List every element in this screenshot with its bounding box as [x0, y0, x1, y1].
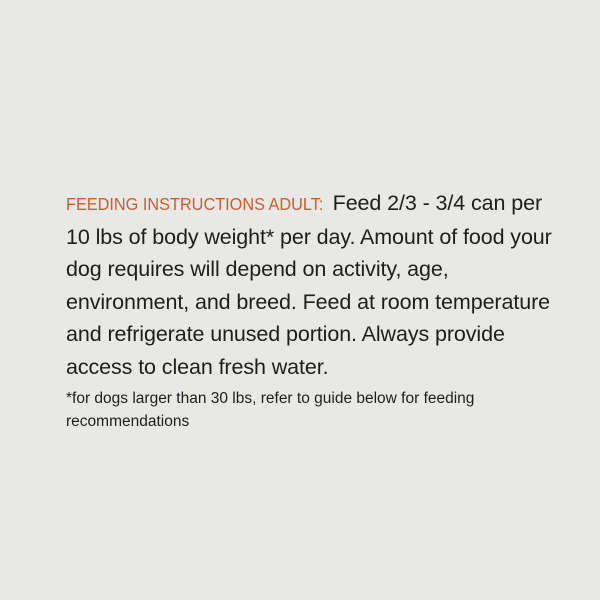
feeding-instructions-text — [66, 187, 566, 383]
feeding-instructions-panel — [66, 187, 566, 433]
feeding-instructions-heading: FEEDING INSTRUCTIONS ADULT: — [66, 194, 324, 214]
feeding-footnote: *for dogs larger than 30 lbs, refer to guide below for feeding recommendations — [66, 390, 475, 430]
feeding-instructions-body: Feed 2/3 - 3/4 can per 10 lbs of body weight* per day. Amount of food your dog requires will depend on activity, age, environment, and breed. Feed at room temperature and refrigerate unused portion. Always provide access to clean fresh water. — [66, 191, 552, 379]
